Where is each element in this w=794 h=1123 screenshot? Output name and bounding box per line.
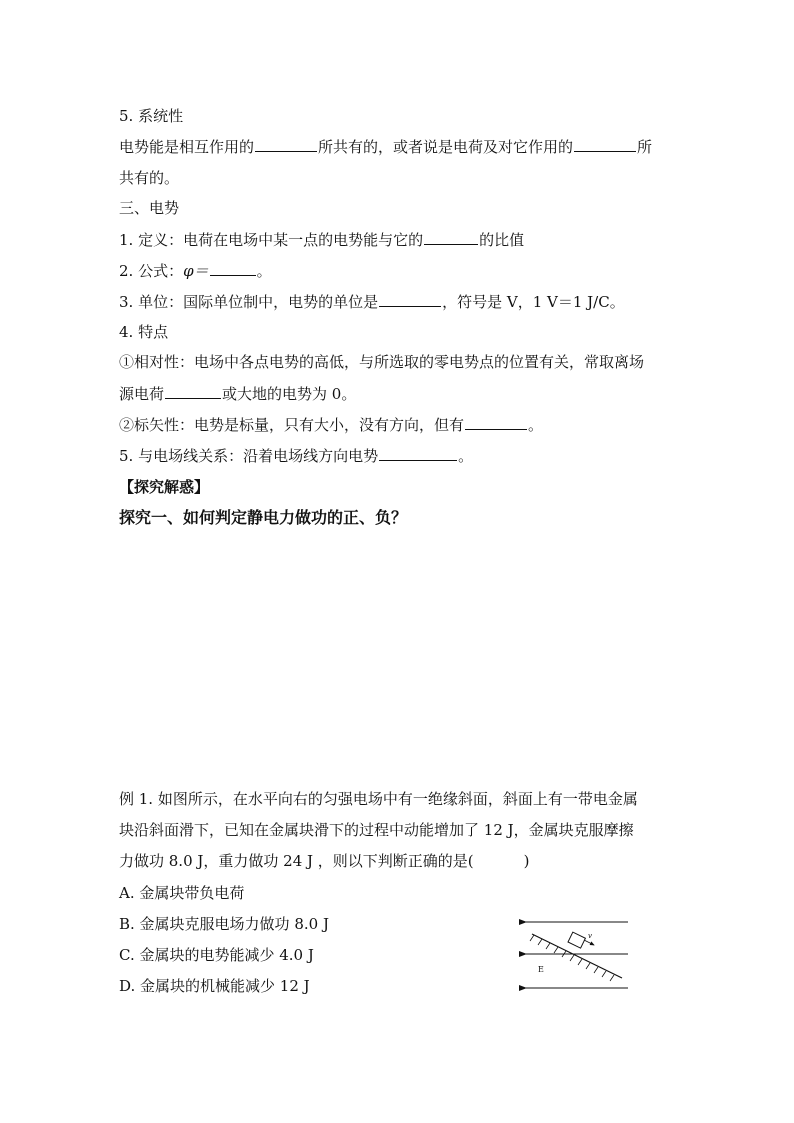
explore-title: 【探究解惑】 [119,478,210,496]
text-segment: 源电荷 [119,385,165,403]
option-d[interactable]: D. 金属块的机械能减少 12 J [119,977,310,995]
text-segment: ，符号是 V，1 V＝1 J/C。 [442,293,625,311]
text-segment: 1. 定义：电荷在电场中某一点的电势能与它的 [119,231,424,249]
text-segment: 3. 单位：国际单位制中，电势的单位是 [119,293,379,311]
text-segment: 力做功 8.0 J，重力做功 24 J ，则以下判断正确的是( [119,852,474,870]
paragraph-line: 共有的。 [119,169,180,187]
fill-blank[interactable] [574,136,636,152]
option-a[interactable]: A. 金属块带负电荷 [119,884,245,902]
paragraph-line [119,136,652,157]
text-segment: 的比值 [479,231,525,249]
unit-line [119,291,625,312]
example-stem-line [119,851,530,871]
text-segment: 或大地的电势为 0。 [222,385,357,403]
text-segment: 所共有的，或者说是电荷及对它作用的 [318,138,574,156]
velocity-label: v [588,932,592,940]
fill-blank[interactable] [424,229,478,245]
field-label: E [538,965,544,974]
fill-blank[interactable] [165,383,221,399]
phi-symbol: φ＝ [183,262,209,280]
option-b[interactable]: B. 金属块克服电场力做功 8.0 J [119,915,329,933]
relativity-line: ①相对性：电场中各点电势的高低，与所选取的零电势点的位置有关，常取离场 [119,353,645,371]
fill-blank[interactable] [465,414,527,430]
field-line-relation [119,445,473,466]
formula-line [119,260,272,281]
metal-block [568,932,585,948]
feature-heading: 4. 特点 [119,323,169,341]
text-segment: 5. 与电场线关系：沿着电场线方向电势 [119,447,379,465]
text-segment: 。 [528,416,544,434]
fill-blank[interactable] [210,260,256,276]
section-heading-systematic: 5. 系统性 [119,107,184,125]
fill-blank[interactable] [379,291,441,307]
text-segment: 。 [256,262,272,280]
relativity-line-2 [119,383,356,404]
text-segment: 电势能是相互作用的 [119,138,255,156]
text-segment: 。 [458,447,474,465]
text-segment: 所 [637,138,653,156]
text-segment: 2. 公式： [119,262,184,280]
section-heading-potential: 三、电势 [119,199,180,217]
velocity-arrow [584,940,594,945]
fill-blank[interactable] [379,445,457,461]
incline-field-figure [518,914,636,994]
fill-blank[interactable] [255,136,317,152]
example-stem-line: 例 1. 如图所示，在水平向右的匀强电场中有一绝缘斜面，斜面上有一带电金属 [119,790,638,808]
text-segment: ②标矢性：电势是标量，只有大小，没有方向，但有 [119,416,465,434]
explore-question-1: 探究一、如何判定静电力做功的正、负？ [119,508,408,527]
option-c[interactable]: C. 金属块的电势能减少 4.0 J [119,946,314,964]
scalar-line [119,414,543,435]
example-stem-line: 块沿斜面滑下，已知在金属块滑下的过程中动能增加了 12 J，金属块克服摩擦 [119,821,634,839]
definition-line [119,229,524,250]
text-segment: ) [523,852,530,870]
